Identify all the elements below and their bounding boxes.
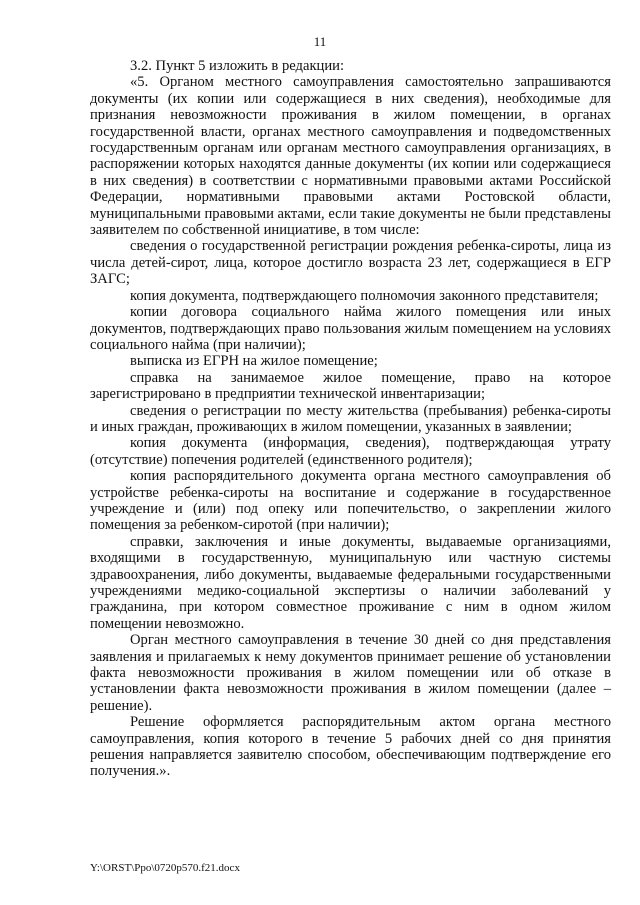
list-item-social-lease: копии договора социального найма жилого помещения или иных документов, подтверждающих право пользования жилым помещением на условиях социального найма (при наличии); (90, 304, 611, 353)
paragraph-decision-form: Решение оформляется распорядительным актом органа местного самоуправления, копия которого в течение 5 рабочих дней со дня принятия решения направляется заявителю способом, обеспечивающим подтверждение его получения.». (90, 714, 611, 780)
list-item-representative-authority: копия документа, подтверждающего полномочия законного представителя; (130, 287, 599, 304)
paragraph-amendment-intro: 3.2. Пункт 5 изложить в редакции: (130, 58, 345, 74)
document-body (90, 58, 611, 780)
list-item-loss-of-care: копия документа (информация, сведения), подтверждающая утрату (отсутствие) попечения родителей (единственного родителя); (90, 435, 611, 468)
list-item-residence-registration: сведения о регистрации по месту жительства (пребывания) ребенка-сироты и иных граждан, проживающих в жилом помещении, указанных в заявлении; (90, 402, 611, 435)
page-number: 11 (313, 34, 327, 49)
list-item-technical-inventory: справка на занимаемое жилое помещение, право на которое зарегистрировано в предприятии технической инвентаризации; (90, 369, 611, 403)
list-item-medical-certificates: справки, заключения и иные документы, выдаваемые организациями, входящими в государственную, муниципальную или частную системы здравоохранения, либо документы, выдаваемые федеральными государственными учреждениями медико-социальной экспертизы о наличии заболеваний у гражданина, при котором совместное проживание с ним в одном жилом помещении невозможно. (90, 533, 611, 632)
paragraph-item-5: «5. Органом местного самоуправления самостоятельно запрашиваются документы (их копии или содержащиеся в них сведения), необходимые для признания невозможности проживания в жилом помещении, в органах государственной власти, органах местного самоуправления и подведомственных государственным органам или органам местного самоуправления организациях, в распоряжении которых находятся данные документы (их копии или содержащиеся в них сведения) в соответствии с нормативными правовыми актами Российской Федерации, нормативными правовыми актами Ростовской области, муниципальными правовыми актами, если такие документы не были представлены заявителем по собственной инициативе, в том числе: (90, 74, 611, 239)
file-path-footer: Y:\ORST\Ppo\0720p570.f21.docx (90, 862, 240, 874)
list-item-administrative-document: копия распорядительного документа органа местного самоуправления об устройстве ребенка-сироты на воспитание и содержание в государственное учреждение и (или) под опеку или попечительство, о закреплении жилого помещения за ребенком-сиротой (при наличии); (90, 468, 611, 534)
paragraph-decision-term: Орган местного самоуправления в течение 30 дней со дня представления заявления и прилагаемых к нему документов принимает решение об установлении факта невозможности проживания в жилом помещении или об отказе в установлении факта невозможности проживания в жилом помещении (далее – решение). (90, 632, 611, 714)
list-item-egrn-extract: выписка из ЕГРН на жилое помещение; (130, 353, 378, 370)
list-item-birth-registration: сведения о государственной регистрации рождения ребенка-сироты, лица из числа детей-сирот, лица, которое достигло возраста 23 лет, содержащиеся в ЕГР ЗАГС; (90, 238, 611, 288)
